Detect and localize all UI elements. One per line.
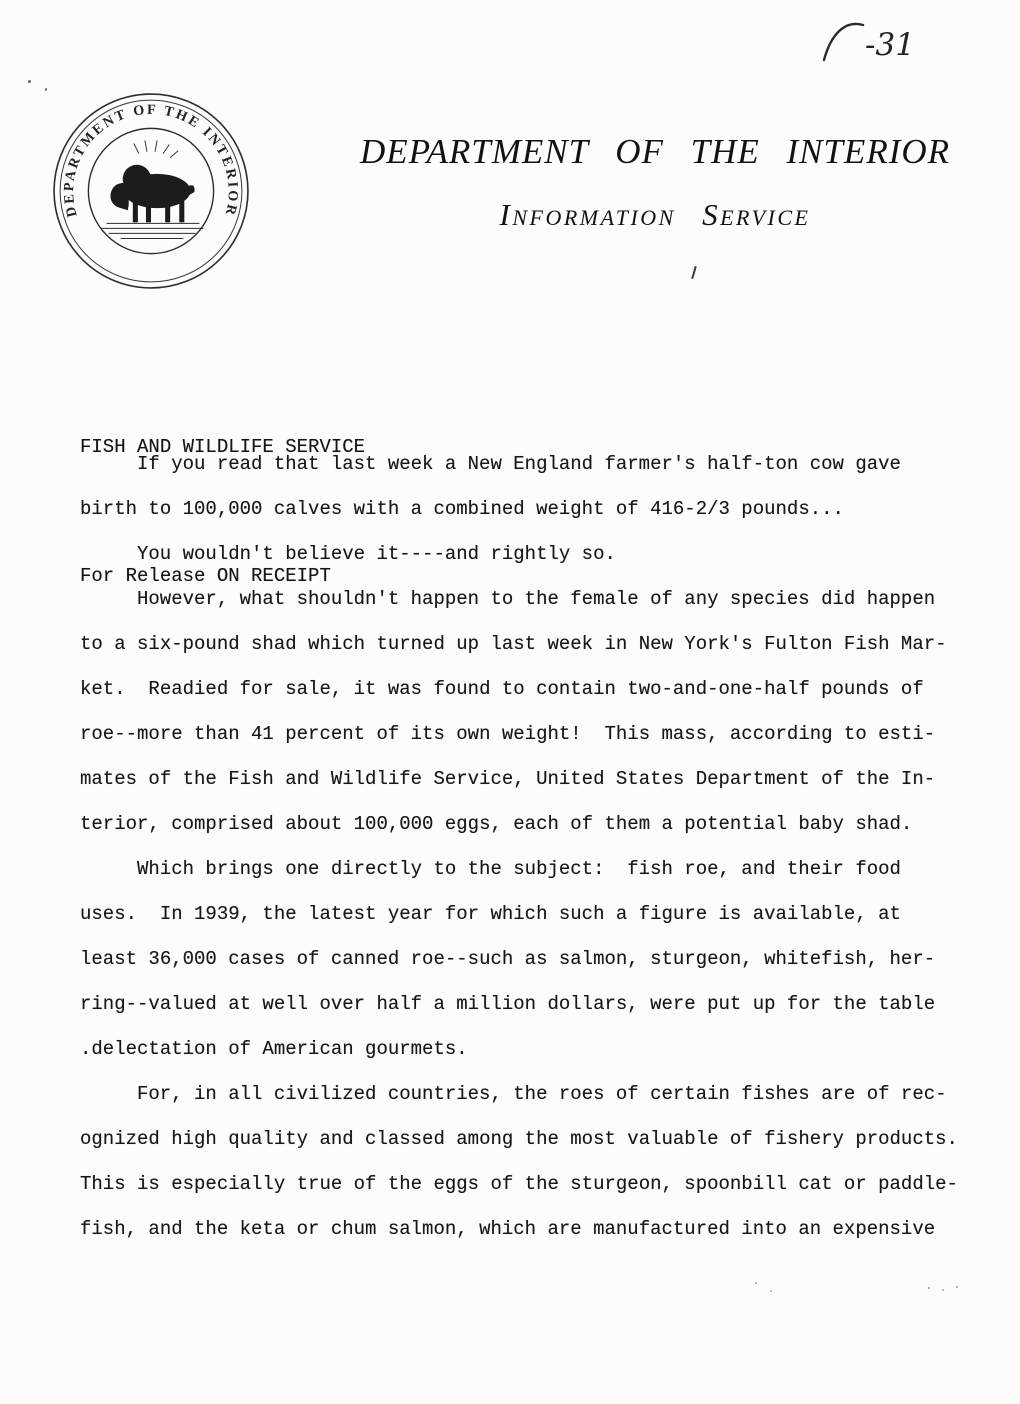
body-line: birth to 100,000 calves with a combined weight of 416-2/3 pounds... bbox=[80, 498, 844, 520]
interior-department-seal bbox=[50, 90, 252, 292]
release-notice-line: For Release ON RECEIPT bbox=[80, 565, 331, 587]
scan-artifact bbox=[755, 1282, 757, 1284]
body-line: For, in all civilized countries, the roes of certain fishes are of rec- bbox=[137, 1083, 947, 1105]
body-line: You wouldn't believe it----and rightly so. bbox=[137, 543, 616, 565]
ground-hatching bbox=[101, 223, 204, 238]
sun-rays-icon bbox=[134, 141, 178, 158]
body-line: ring--valued at well over half a million dollars, were put up for the table bbox=[80, 993, 936, 1015]
body-line: to a six-pound shad which turned up last week in New York's Fulton Fish Mar- bbox=[80, 633, 947, 655]
body-line: However, what shouldn't happen to the female of any species did happen bbox=[137, 588, 936, 610]
scan-artifact bbox=[770, 1290, 772, 1292]
body-text bbox=[80, 442, 958, 1252]
scan-artifact bbox=[45, 88, 47, 91]
scan-artifact bbox=[942, 1289, 944, 1291]
body-line: ognized high quality and classed among the most valuable of fishery products. bbox=[80, 1128, 958, 1150]
body-line: terior, comprised about 100,000 eggs, each of them a potential baby shad. bbox=[80, 813, 913, 835]
handwritten-mark bbox=[818, 10, 948, 72]
body-line: mates of the Fish and Wildlife Service, United States Department of the In- bbox=[80, 768, 936, 790]
body-line: .delectation of American gourmets. bbox=[80, 1038, 468, 1060]
masthead bbox=[295, 132, 1015, 233]
body-line: If you read that last week a New England farmer's half-ton cow gave bbox=[137, 453, 901, 475]
body-line: least 36,000 cases of canned roe--such as salmon, sturgeon, whitefish, her- bbox=[80, 948, 936, 970]
body-line: roe--more than 41 percent of its own weight! This mass, according to esti- bbox=[80, 723, 936, 745]
agency-line: FISH AND WILDLIFE SERVICE bbox=[80, 436, 366, 458]
body-line: Which brings one directly to the subject: fish roe, and their food bbox=[137, 858, 901, 880]
scan-artifact bbox=[28, 80, 31, 83]
document-subtitle: Information Service bbox=[499, 197, 811, 232]
handwritten-mark-text: -31 bbox=[865, 27, 915, 63]
scan-artifact bbox=[691, 266, 697, 279]
pencil-swash bbox=[824, 24, 863, 60]
seal-ring-text: DEPARTMENT OF THE INTERIOR bbox=[61, 101, 242, 219]
scan-artifact bbox=[928, 1287, 930, 1289]
body-line: ket. Readied for sale, it was found to contain two-and-one-half pounds of bbox=[80, 678, 924, 700]
body-line: This is especially true of the eggs of the sturgeon, spoonbill cat or paddle- bbox=[80, 1173, 958, 1195]
scan-artifact bbox=[956, 1286, 958, 1288]
document-title: DEPARTMENT OF THE INTERIOR bbox=[359, 132, 951, 171]
body-line: fish, and the keta or chum salmon, which are manufactured into an expensive bbox=[80, 1218, 936, 1240]
bison-icon bbox=[110, 165, 194, 223]
body-line: uses. In 1939, the latest year for which such a figure is available, at bbox=[80, 903, 901, 925]
